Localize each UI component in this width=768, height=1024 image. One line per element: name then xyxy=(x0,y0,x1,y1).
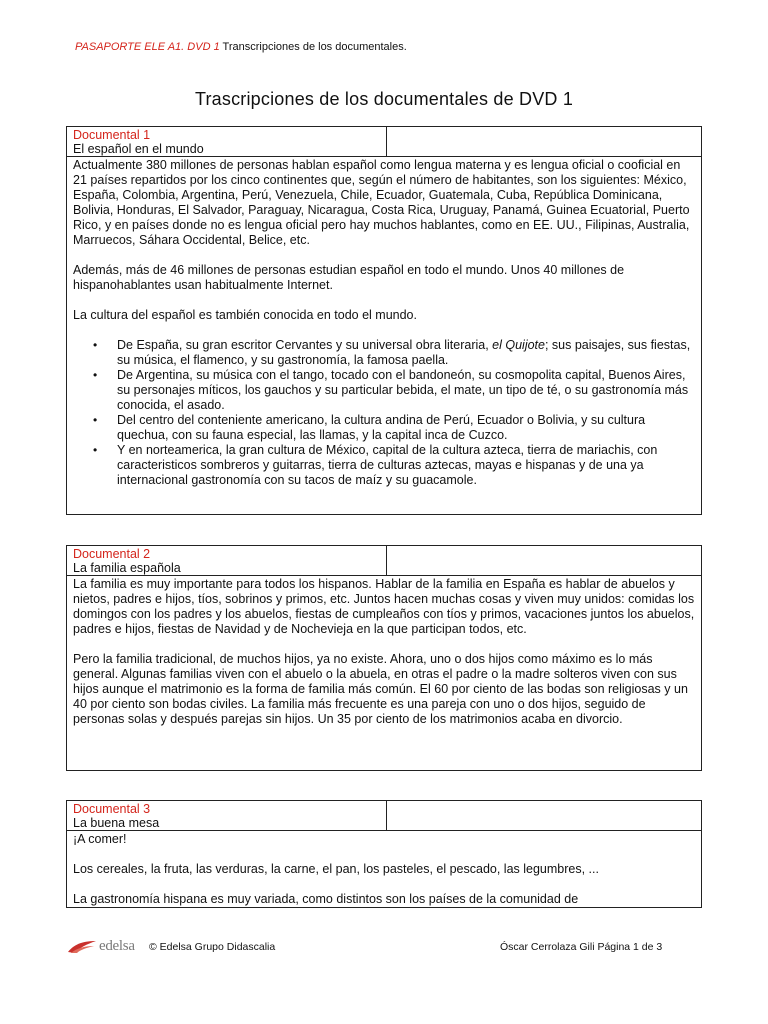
documental-2-box xyxy=(66,545,702,771)
documental-label: Documental 3 xyxy=(73,802,151,816)
documental-3-box xyxy=(66,800,702,908)
list-item: • Del centro del conteniente americano, la cultura andina de Perú, Ecuador o Bolivia, y su cultura quechua, con su fauna especial, las llamas, y la capital inca de Cuzco. xyxy=(117,413,695,443)
paragraph: Además, más de 46 millones de personas estudian español en todo el mundo. Unos 40 millones de hispanohablantes usan habitualmente Internet. xyxy=(73,263,625,292)
list-item: • Y en norteamerica, la gran cultura de México, capital de la cultura azteca, tierra de mariachis, con caracteristicos sombreros y guitarras, tierra de culturas aztecas, mayas e hispanas y de una ya internacional gastronomía con su tacos de maíz y su guacamole. xyxy=(117,443,695,488)
paragraph: ¡A comer! xyxy=(73,832,127,846)
paragraph: La familia es muy importante para todos los hispanos. Hablar de la familia en España es hablar de abuelos y nietos, padres e hijos, tíos, sobrinos y primos, etc. Juntos hacen muchas cosas y viven muy unidos: comidas los domingos con los padres y los abuelos, fiestas de cumpleaños con tíos y primos, vacaciones juntos los abuelos, padres e hijos, fiestas de Navidad y de Nochevieja en la que participan todos, etc. xyxy=(73,577,695,636)
documental-1-body xyxy=(67,157,701,488)
documental-1-header xyxy=(67,127,701,157)
documental-2-title-cell xyxy=(67,546,387,575)
paragraph: La gastronomía hispana es muy variada, como distintos son los países de la comunidad de xyxy=(73,892,579,906)
header-description: Transcripciones de los documentales. xyxy=(222,41,407,53)
edelsa-logo xyxy=(67,938,135,955)
documental-1-box xyxy=(66,126,702,515)
documental-3-empty-cell xyxy=(387,801,701,830)
paragraph: Actualmente 380 millones de personas hablan español como lengua materna y es lengua oficial o cooficial en 21 países repartidos por los cinco continentes que, según el número de habitantes, son los siguientes: México, España, Colombia, Argentina, Perú, Venezuela, Chile, Ecuador, Guatemala, Cuba, República Dominicana, Bolivia, Honduras, El Salvador, Paraguay, Nicaragua, Costa Rica, Uruguay, Panamá, Guinea Ecuatorial, Puerto Rico, y en países donde no es lengua oficial pero hay muchos hablantes, como en EE. UU., Filipinas, Australia, Marruecos, Sáhara Occidental, Belice, etc. xyxy=(73,158,690,247)
documental-label: Documental 1 xyxy=(73,128,151,142)
documental-3-title-cell xyxy=(67,801,387,830)
culture-list xyxy=(73,338,695,488)
documental-subtitle: La buena mesa xyxy=(73,816,160,830)
documental-2-empty-cell xyxy=(387,546,701,575)
edelsa-swoosh-icon xyxy=(67,940,97,954)
documental-3-body xyxy=(67,831,701,907)
documental-1-empty-cell xyxy=(387,127,701,156)
book-title: el Quijote xyxy=(492,338,545,352)
documental-2-body xyxy=(67,576,701,727)
documental-2-header xyxy=(67,546,701,576)
paragraph: La cultura del español es también conocida en todo el mundo. xyxy=(73,308,417,322)
list-item: • De España, su gran escritor Cervantes y su universal obra literaria, el Quijote; sus paisajes, sus fiestas, su música, el flamenco, y su gastronomía, la famosa paella. xyxy=(117,338,695,368)
documental-3-header xyxy=(67,801,701,831)
series-name: PASAPORTE ELE A1. DVD 1 xyxy=(75,41,220,53)
paragraph: Pero la familia tradicional, de muchos hijos, ya no existe. Ahora, uno o dos hijos como máximo es lo más general. Algunas familias viven con el abuelo o la abuela, en otras el padre o la madre solteros viven con sus hijos aunque el matrimonio es la forma de familia más común. El 60 por ciento de las bodas son religiosas y un 40 por ciento son bodas civiles. La familia más frecuente es una pareja con uno o dos hijos, seguido de personas solas y después parejas sin hijos. Un 35 por ciento de los matrimonios acaba en divorcio. xyxy=(73,652,688,726)
list-item: • De Argentina, su música con el tango, tocado con el bandoneón, su cosmopolita capital, Buenos Aires, su personajes míticos, los gauchos y su particular bebida, el mate, un tipo de té, o su gastronomía más conocida, el asado. xyxy=(117,368,695,413)
documental-1-title-cell xyxy=(67,127,387,156)
page-title: Trascripciones de los documentales de DVD 1 xyxy=(194,89,574,109)
documental-subtitle: La familia española xyxy=(73,561,181,575)
running-header xyxy=(75,41,407,53)
documental-label: Documental 2 xyxy=(73,547,151,561)
paragraph: Los cereales, la fruta, las verduras, la carne, el pan, los pasteles, el pescado, las legumbres, ... xyxy=(73,862,599,876)
footer-author-page: Óscar Cerrolaza Gili Página 1 de 3 xyxy=(500,941,663,953)
footer-copyright: © Edelsa Grupo Didascalia xyxy=(149,941,276,953)
documental-subtitle: El español en el mundo xyxy=(73,142,204,156)
logo-wordmark: edelsa xyxy=(99,938,135,954)
